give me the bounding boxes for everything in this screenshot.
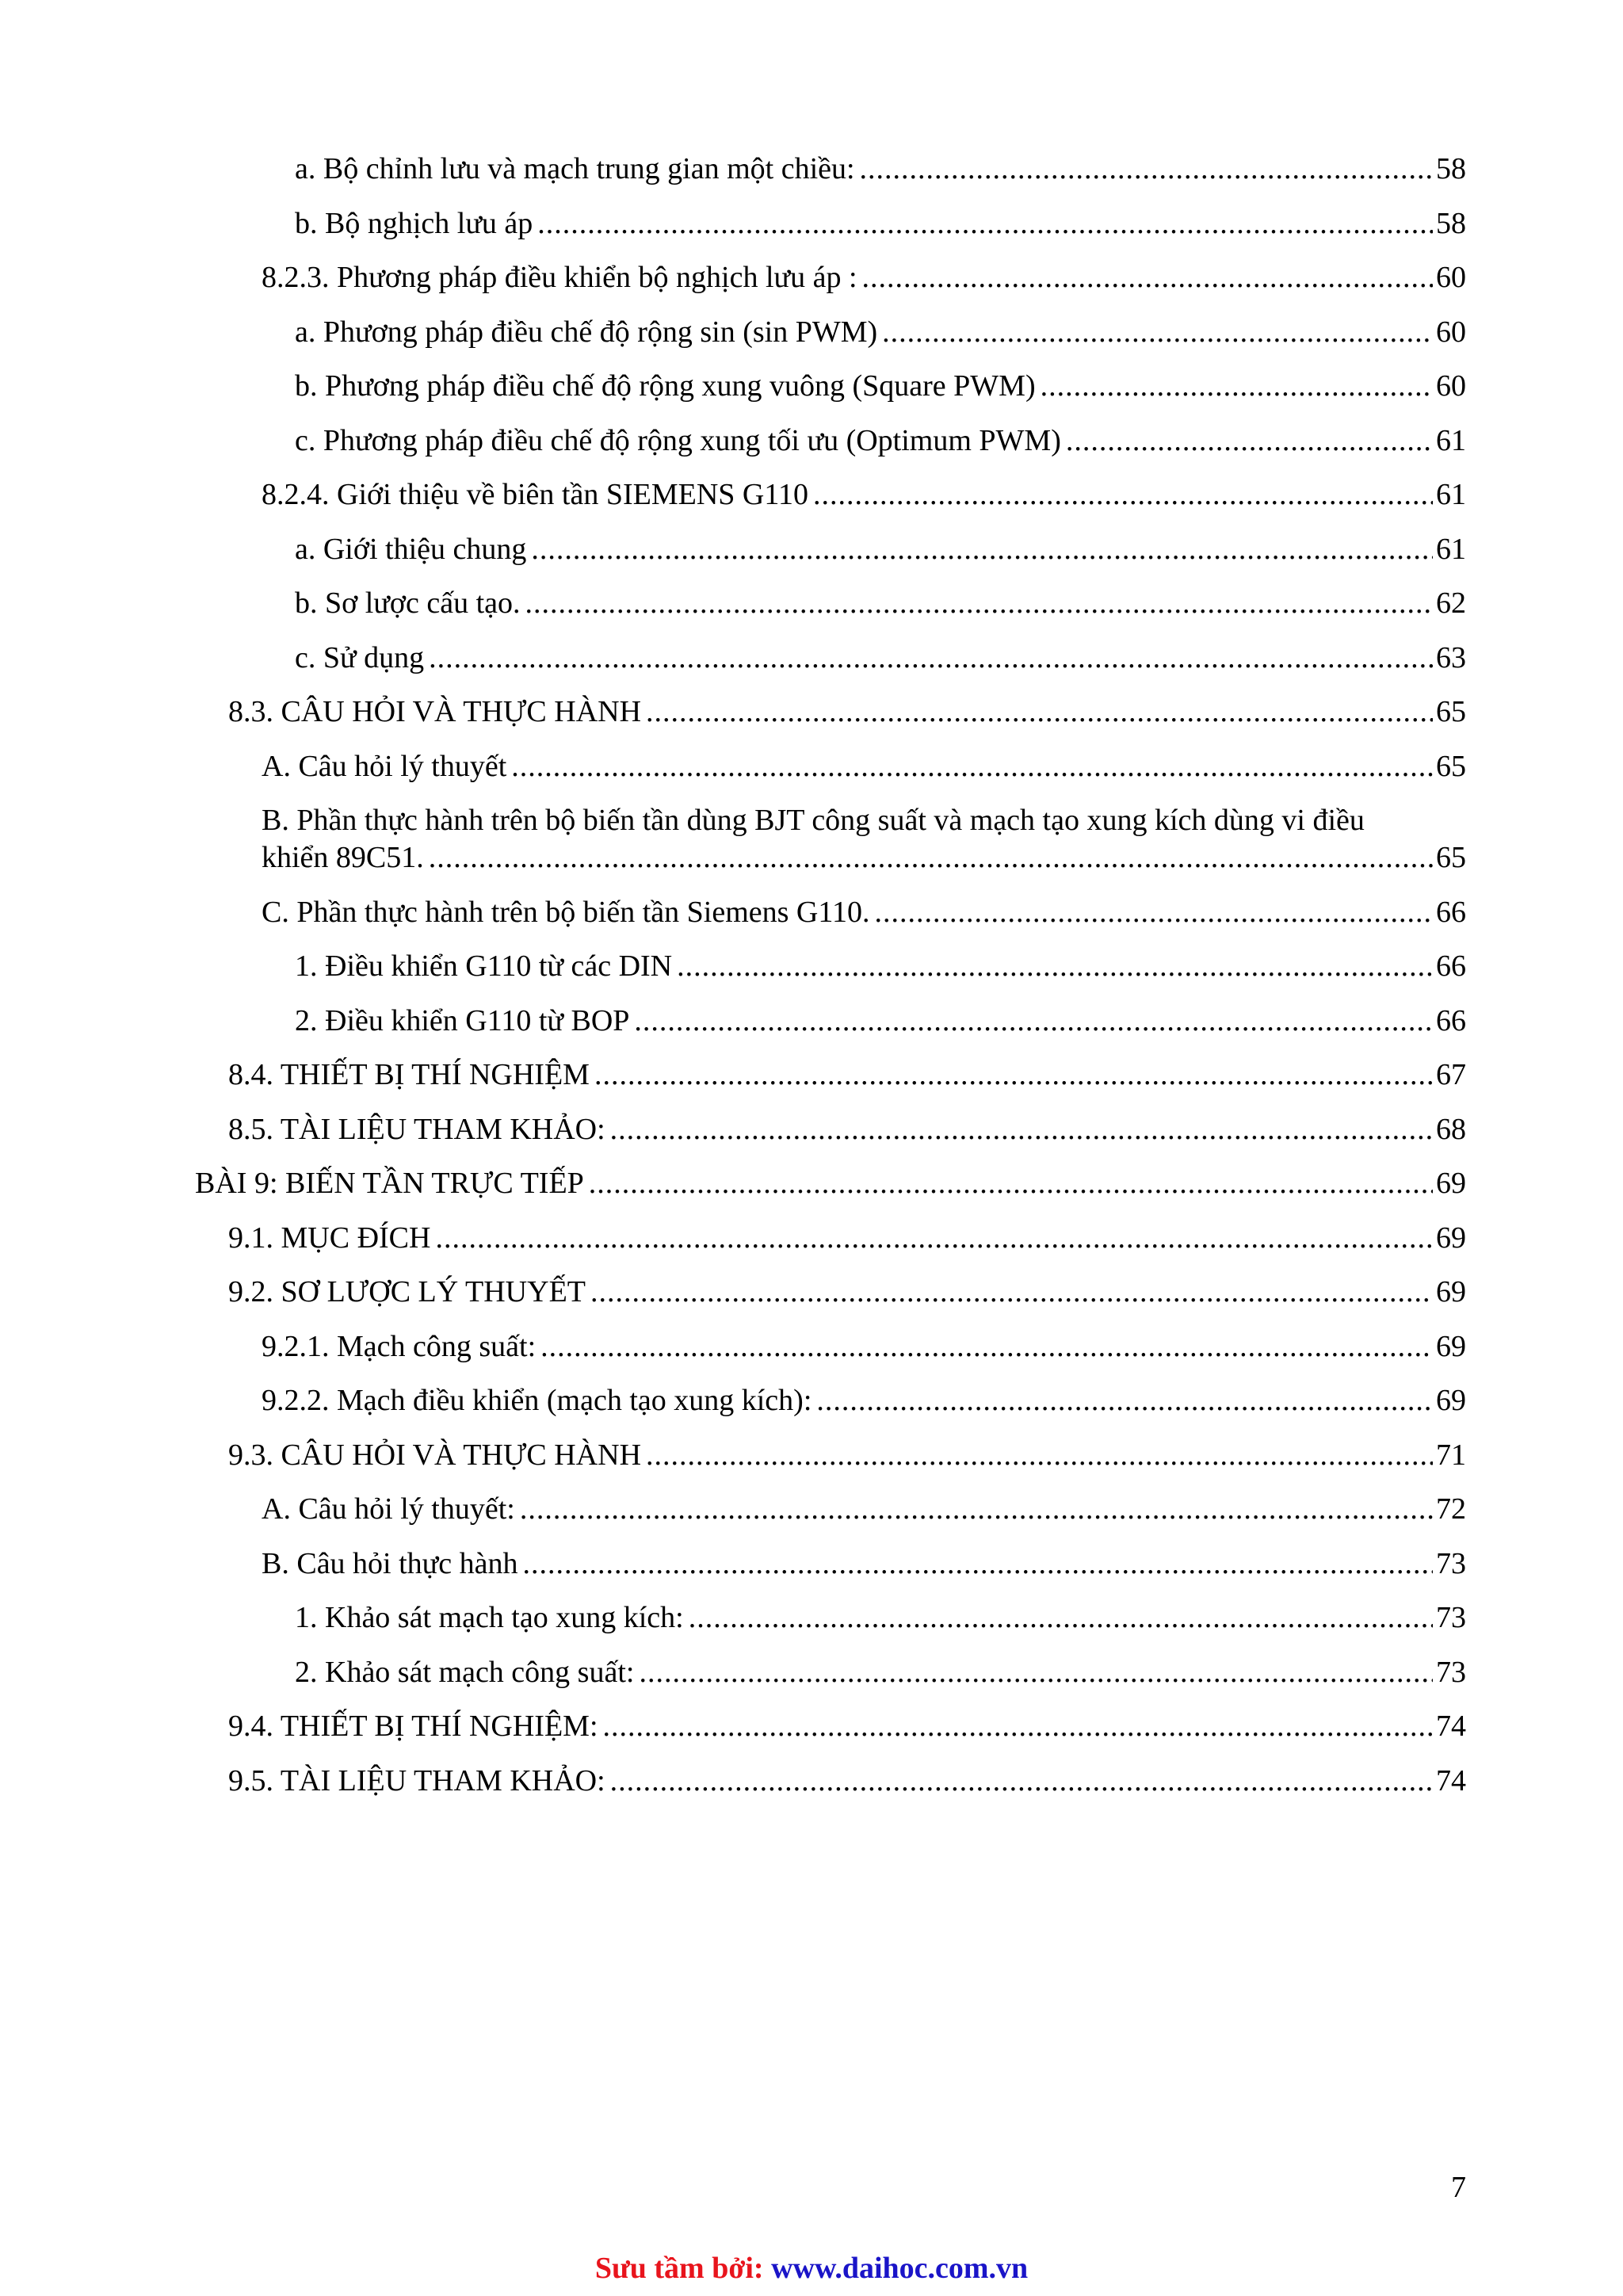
toc-entry-page: 65: [1436, 841, 1466, 874]
toc-entry-title: 8.2.4. Giới thiệu về biên tần SIEMENS G110: [262, 478, 808, 511]
toc-entry-title: 1. Khảo sát mạch tạo xung kích:: [295, 1601, 684, 1634]
toc-dot-leader: [689, 1599, 1433, 1637]
toc-dot-leader: [646, 693, 1433, 731]
toc-dot-leader: [634, 1003, 1433, 1040]
toc-entry-title: b. Bộ nghịch lưu áp: [295, 206, 533, 240]
toc-entry-page: 61: [1436, 423, 1466, 457]
toc-dot-leader: [590, 1274, 1433, 1311]
toc-entry-page: 73: [1436, 1601, 1466, 1634]
toc-entry-title: C. Phần thực hành trên bộ biến tần Siemens G110.: [262, 895, 870, 929]
toc-entry-title: 2. Điều khiển G110 từ BOP: [295, 1003, 630, 1037]
toc-entry-page: 62: [1436, 586, 1466, 620]
toc-entry-title: 9.2.2. Mạch điều khiển (mạch tạo xung kích):: [262, 1384, 812, 1417]
toc-dot-leader: [540, 1328, 1433, 1366]
toc-entry[interactable]: [262, 1328, 1466, 1366]
toc-entry-page: 69: [1436, 1384, 1466, 1417]
toc-entry-title: 8.5. TÀI LIỆU THAM KHẢO:: [228, 1112, 605, 1146]
toc-entry-title: 9.5. TÀI LIỆU THAM KHẢO:: [228, 1763, 605, 1797]
toc-entry[interactable]: [295, 205, 1466, 243]
toc-entry-title: A. Câu hỏi lý thuyết: [262, 749, 507, 783]
toc-dot-leader: [537, 205, 1433, 243]
toc-entry[interactable]: [228, 693, 1466, 731]
toc-entry[interactable]: [262, 748, 1466, 785]
toc-entry[interactable]: [262, 1491, 1466, 1528]
toc-entry[interactable]: [295, 531, 1466, 568]
toc-entry[interactable]: [295, 1003, 1466, 1040]
toc-dot-leader: [525, 585, 1434, 622]
toc-entry-title: A. Câu hỏi lý thuyết:: [262, 1492, 515, 1526]
toc-entry-title: c. Phương pháp điều chế độ rộng xung tối ưu (Optimum PWM): [295, 423, 1061, 457]
toc-dot-leader: [435, 1220, 1433, 1257]
toc-dot-leader: [594, 1056, 1433, 1094]
toc-entry-title: 9.2.1. Mạch công suất:: [262, 1329, 537, 1363]
toc-dot-leader: [639, 1654, 1433, 1691]
toc-entry-title: 8.4. THIẾT BỊ THÍ NGHIỆM: [228, 1058, 590, 1091]
toc-dot-leader: [874, 894, 1433, 931]
toc-entry[interactable]: [295, 948, 1466, 985]
footer-url-link[interactable]: www.daihoc.com.vn: [771, 2252, 1029, 2285]
toc-entry[interactable]: [262, 476, 1466, 514]
toc-entry[interactable]: [262, 259, 1466, 296]
toc-dot-leader: [860, 151, 1433, 188]
footer-credit: [0, 2251, 1623, 2286]
toc-entry-title: a. Giới thiệu chung: [295, 532, 527, 566]
toc-entry-title: c. Sử dụng: [295, 640, 425, 674]
toc-entry-page: 65: [1436, 695, 1466, 728]
toc-entry-page: 60: [1436, 261, 1466, 294]
toc-entry-page: 60: [1436, 369, 1466, 403]
footer-label: Sưu tầm bởi:: [594, 2252, 764, 2285]
toc-dot-leader: [813, 476, 1433, 514]
toc-entry-page: 66: [1436, 949, 1466, 983]
toc-entry-page: 66: [1436, 1003, 1466, 1037]
toc-entry-page: 69: [1436, 1329, 1466, 1363]
toc-entry[interactable]: [262, 894, 1466, 931]
toc-entry[interactable]: [295, 368, 1466, 405]
toc-entry-page: 63: [1436, 640, 1466, 674]
toc-entry-title: BÀI 9: BIẾN TẦN TRỰC TIẾP: [195, 1167, 584, 1200]
toc-entry[interactable]: [295, 1599, 1466, 1637]
toc-dot-leader: [882, 314, 1433, 351]
page-number: 7: [1451, 2171, 1466, 2204]
toc-entry-page: 66: [1436, 895, 1466, 929]
toc-entry-page: 74: [1436, 1763, 1466, 1797]
toc-entry[interactable]: [295, 314, 1466, 351]
toc-entry-page: 73: [1436, 1546, 1466, 1580]
toc-dot-leader: [511, 748, 1433, 785]
toc-dot-leader: [816, 1382, 1433, 1419]
toc-entry[interactable]: [195, 1165, 1466, 1202]
toc-entry-page: 61: [1436, 478, 1466, 511]
toc-entry[interactable]: [228, 1437, 1466, 1474]
toc-entry-title: B. Câu hỏi thực hành: [262, 1546, 518, 1580]
toc-entry-page: 61: [1436, 532, 1466, 566]
toc-entry[interactable]: [295, 640, 1466, 677]
toc-dot-leader: [429, 640, 1433, 677]
toc-entry[interactable]: [262, 1382, 1466, 1419]
toc-entry-title-continued: [262, 839, 1466, 877]
toc-entry[interactable]: [295, 585, 1466, 622]
toc-entry-page: 69: [1436, 1275, 1466, 1308]
toc-entry-page: 67: [1436, 1058, 1466, 1091]
toc-entry-page: 71: [1436, 1438, 1466, 1472]
toc-dot-leader: [531, 531, 1433, 568]
toc-entry[interactable]: [262, 1545, 1466, 1583]
toc-entry[interactable]: [228, 1111, 1466, 1148]
toc-entry[interactable]: [262, 802, 1466, 877]
toc-entry-title: a. Bộ chỉnh lưu và mạch trung gian một chiều:: [295, 152, 855, 185]
toc-entry[interactable]: [295, 1654, 1466, 1691]
toc-entry-title: 9.4. THIẾT BỊ THÍ NGHIỆM:: [228, 1710, 598, 1743]
toc-entry[interactable]: [228, 1708, 1466, 1745]
toc-entry-title-cont-text: khiển 89C51.: [262, 841, 424, 874]
toc-entry-page: 72: [1436, 1492, 1466, 1526]
toc-entry[interactable]: [228, 1220, 1466, 1257]
toc-dot-leader: [589, 1165, 1433, 1202]
toc-dot-leader: [603, 1708, 1433, 1745]
toc-entry-page: 60: [1436, 315, 1466, 349]
toc-entry-title: b. Phương pháp điều chế độ rộng xung vuông (Square PWM): [295, 369, 1036, 403]
toc-dot-leader: [610, 1111, 1433, 1148]
toc-entry[interactable]: [228, 1763, 1466, 1800]
toc-entry[interactable]: [228, 1056, 1466, 1094]
toc-entry-page: 74: [1436, 1710, 1466, 1743]
toc-entry-title: 9.3. CÂU HỎI VÀ THỰC HÀNH: [228, 1438, 642, 1472]
toc-dot-leader: [523, 1545, 1433, 1583]
toc-entry-page: 58: [1436, 152, 1466, 185]
toc-dot-leader: [1041, 368, 1433, 405]
toc-dot-leader: [1066, 422, 1433, 460]
toc-entry-title: 8.2.3. Phương pháp điều khiển bộ nghịch lưu áp :: [262, 261, 857, 294]
toc-dot-leader: [677, 948, 1433, 985]
toc-dot-leader: [646, 1437, 1433, 1474]
toc-entry-page: 65: [1436, 749, 1466, 783]
toc-dot-leader: [520, 1491, 1433, 1528]
toc-dot-leader: [862, 259, 1433, 296]
toc-entry-title: 9.2. SƠ LƯỢC LÝ THUYẾT: [228, 1275, 586, 1308]
toc-entry-title: b. Sơ lược cấu tạo.: [295, 586, 521, 620]
toc-entry-title: 9.1. MỤC ĐÍCH: [228, 1221, 431, 1255]
toc-entry-page: 69: [1436, 1167, 1466, 1200]
toc-entry-page: 73: [1436, 1655, 1466, 1689]
toc-entry-title: 1. Điều khiển G110 từ các DIN: [295, 949, 673, 983]
toc-dot-leader: [610, 1763, 1433, 1800]
toc-entry-page: 58: [1436, 206, 1466, 240]
toc-entry-page: 68: [1436, 1112, 1466, 1146]
toc-entry-title: B. Phần thực hành trên bộ biến tần dùng BJT công suất và mạch tạo xung kích dùng vi điều: [262, 804, 1365, 837]
toc-entry-title: 8.3. CÂU HỎI VÀ THỰC HÀNH: [228, 695, 642, 728]
toc-dot-leader: [429, 839, 1433, 877]
toc-entry-page: 69: [1436, 1221, 1466, 1255]
toc-entry[interactable]: [228, 1274, 1466, 1311]
toc-entry[interactable]: [295, 422, 1466, 460]
toc-entry-title: a. Phương pháp điều chế độ rộng sin (sin PWM): [295, 315, 878, 349]
toc-entry[interactable]: [295, 151, 1466, 188]
toc-entry-title: 2. Khảo sát mạch công suất:: [295, 1655, 635, 1689]
